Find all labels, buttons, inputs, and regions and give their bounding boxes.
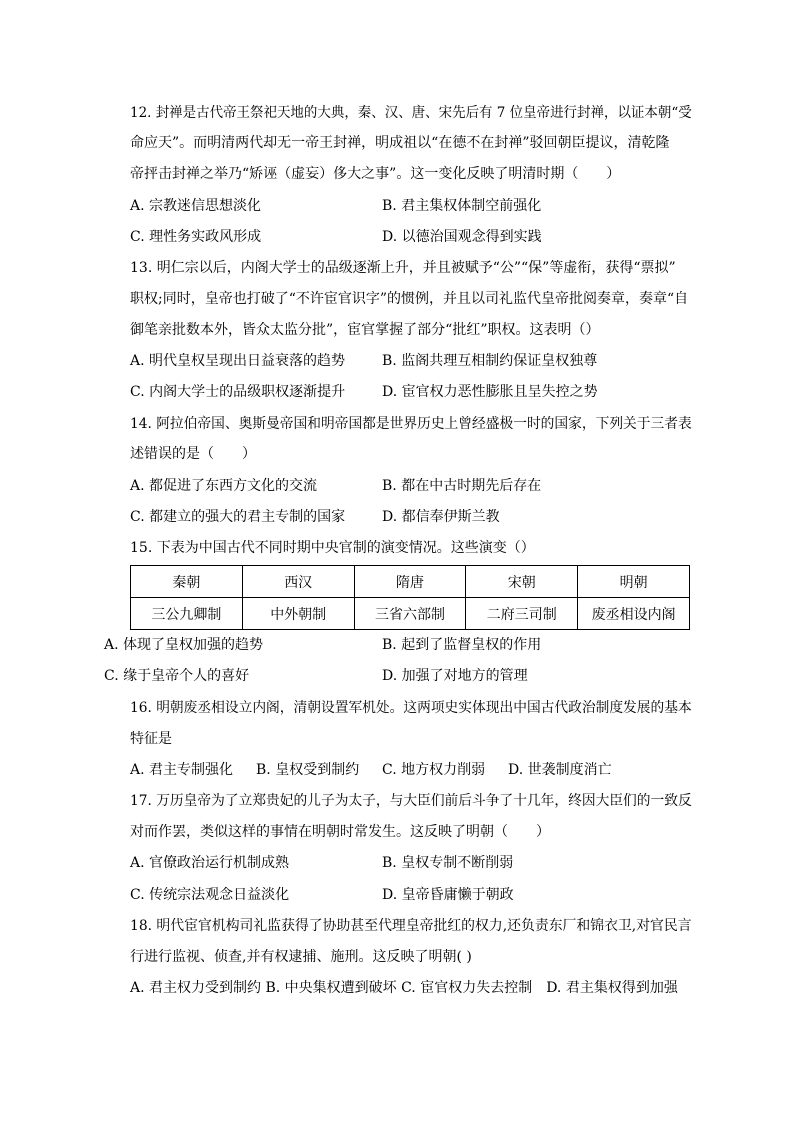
q14-option-c: C. 都建立的强大的君主专制的国家 — [130, 509, 346, 525]
q17-option-d: D. 皇帝昏庸懒于朝政 — [382, 887, 514, 903]
table-header-cell: 隋唐 — [354, 566, 466, 598]
q16-option-b: B. 皇权受到制约 — [256, 762, 360, 778]
q12-stem-line-2: 命应天”。而明清两代却无一帝王封禅，明成祖以“在德不在封禅”驳回朝臣提议，清乾隆 — [130, 135, 670, 151]
q16-option-a: A. 君主专制强化 — [130, 762, 234, 778]
q14-option-d: D. 都信奉伊斯兰教 — [382, 509, 500, 525]
q17-option-b: B. 皇权专制不断削弱 — [382, 855, 514, 871]
q15-option-a: A. 体现了皇权加强的趋势 — [104, 637, 264, 653]
table-row — [131, 598, 690, 630]
q16-option-c: C. 地方权力削弱 — [382, 762, 486, 778]
q12-option-c: C. 理性务实政风形成 — [130, 229, 262, 245]
table-header-cell: 明朝 — [578, 566, 690, 598]
q14-stem-line-2: 述错误的是（ ） — [130, 446, 256, 462]
q16-option-d: D. 世袭制度消亡 — [508, 762, 612, 778]
q13-option-c: C. 内阁大学士的品级职权逐渐提升 — [130, 384, 346, 400]
q13-option-a: A. 明代皇权呈现出日益衰落的趋势 — [130, 353, 346, 369]
q14-option-a: A. 都促进了东西方文化的交流 — [130, 478, 318, 494]
q17-option-c: C. 传统宗法观念日益淡化 — [130, 887, 290, 903]
q12-option-b: B. 君主集权体制空前强化 — [382, 198, 542, 214]
q15-option-d: D. 加强了对地方的管理 — [382, 668, 528, 684]
q18-stem-line-1: 18. 明代宦官机构司礼监获得了协助甚至代理皇帝批红的权力,还负责东厂和锦衣卫,对官民言 — [130, 918, 692, 934]
q17-stem-line-1: 17. 万历皇帝为了立郑贵妃的儿子为太子，与大臣们前后斗争了十几年，终因大臣们的一致反 — [130, 793, 692, 809]
q13-stem-line-2: 职权;同时，皇帝也打破了“不许宦官识字”的惯例，并且以司礼监代皇帝批阅奏章，奏章“自 — [130, 291, 689, 307]
q12-stem-line-1: 12. 封禅是古代帝王祭祀天地的大典，秦、汉、唐、宋先后有 7 位皇帝进行封禅，以证本朝“受 — [130, 105, 692, 121]
official-system-table — [130, 565, 690, 630]
table-cell: 二府三司制 — [466, 598, 578, 630]
q12-option-a: A. 宗教迷信思想淡化 — [130, 198, 262, 214]
q14-stem-line-1: 14. 阿拉伯帝国、奥斯曼帝国和明帝国都是世界历史上曾经盛极一时的国家，下列关于三者表 — [130, 416, 692, 432]
table-header-cell: 秦朝 — [131, 566, 243, 598]
table-cell: 中外朝制 — [242, 598, 354, 630]
table-cell: 三公九卿制 — [131, 598, 243, 630]
q17-stem-line-2: 对而作罢，类似这样的事情在明朝时常发生。这反映了明朝（ ） — [130, 824, 550, 840]
q13-option-b: B. 监阁共理互相制约保证皇权独尊 — [382, 353, 598, 369]
q16-stem-line-1: 16. 明朝废丞相设立内阁，清朝设置军机处。这两项史实体现出中国古代政治制度发展的基本 — [130, 700, 692, 716]
q12-option-d: D. 以德治国观念得到实践 — [382, 229, 542, 245]
table-header-cell: 宋朝 — [466, 566, 578, 598]
q18-options-line: A. 君主权力受到制约 B. 中央集权遭到破坏 C. 宦官权力失去控制 D. 君主集权得到加强 — [130, 980, 678, 996]
q13-option-d: D. 宦官权力恶性膨胀且呈失控之势 — [382, 384, 598, 400]
q15-stem-line-1: 15. 下表为中国古代不同时期中央官制的演变情况。这些演变（） — [130, 540, 535, 556]
q14-option-b: B. 都在中古时期先后存在 — [382, 478, 542, 494]
q17-option-a: A. 官僚政治运行机制成熟 — [130, 855, 290, 871]
table-header-row — [131, 566, 690, 598]
q13-stem-line-3: 御笔亲批数本外，皆众太监分批”，宦官掌握了部分“批红”职权。这表明（） — [130, 322, 600, 338]
table-header-cell: 西汉 — [242, 566, 354, 598]
table-cell: 三省六部制 — [354, 598, 466, 630]
q15-option-b: B. 起到了监督皇权的作用 — [382, 637, 542, 653]
q12-stem-line-3: 帝抨击封禅之举乃“矫诬（虚妄）侈大之事”。这一变化反映了明清时期（ ） — [130, 166, 621, 182]
q15-option-c: C. 缘于皇帝个人的喜好 — [104, 668, 250, 684]
table-cell: 废丞相设内阁 — [578, 598, 690, 630]
q16-stem-line-2: 特征是 — [130, 731, 172, 747]
q18-stem-line-2: 行进行监视、侦查,并有权逮捕、施刑。这反映了明朝( ) — [130, 949, 472, 965]
q13-stem-line-1: 13. 明仁宗以后，内阁大学士的品级逐渐上升，并且被赋予“公”“保”等虚衔，获得“票拟” — [130, 260, 676, 276]
